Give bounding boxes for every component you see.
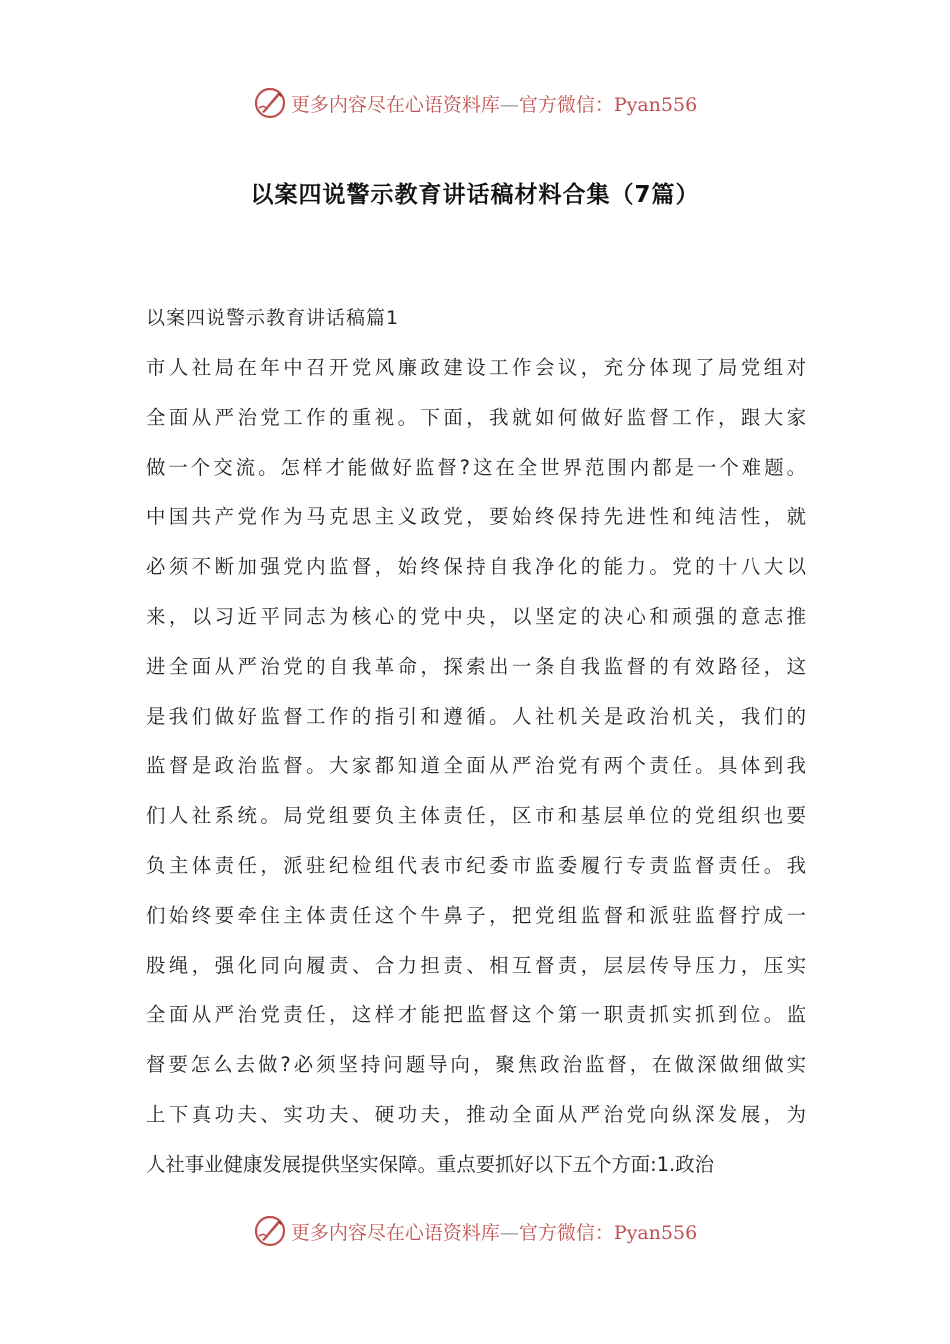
body-line: 督要怎么去做?必须坚持问题导向，聚焦政治监督，在做深做细做实 — [146, 1053, 806, 1077]
body-line: 们人社系统。局党组要负主体责任，区市和基层单位的党组织也要 — [146, 804, 806, 828]
document-title: 以案四说警示教育讲话稿材料合集（7篇） — [250, 182, 700, 208]
footer-watermark-banner — [0, 1211, 950, 1251]
body-line: 必须不断加强党内监督，始终保持自我净化的能力。党的十八大以 — [146, 555, 806, 579]
body-line: 上下真功夫、实功夫、硬功夫，推动全面从严治党向纵深发展，为 — [146, 1102, 806, 1126]
body-line: 全面从严治党工作的重视。下面，我就如何做好监督工作，跟大家 — [146, 405, 806, 429]
body-line: 们始终要牵住主体责任这个牛鼻子，把党组监督和派驻监督拧成一 — [146, 903, 806, 927]
body-line: 监督是政治监督。大家都知道全面从严治党有两个责任。具体到我 — [146, 754, 806, 778]
watermark-text: 更多内容尽在心语资料库—官方微信：Pyan556 — [290, 93, 698, 116]
body-paragraph — [146, 348, 806, 1195]
body-line: 负主体责任，派驻纪检组代表市纪委市监委履行专责监督责任。我 — [146, 853, 806, 877]
section-heading: 以案四说警示教育讲话稿篇1 — [146, 307, 400, 329]
body-line: 人社事业健康发展提供坚实保障。重点要抓好以下五个方面:1.政治 — [146, 1152, 714, 1176]
watermark-text: 更多内容尽在心语资料库—官方微信：Pyan556 — [290, 1221, 698, 1244]
body-line: 股绳，强化同向履责、合力担责、相互督责，层层传导压力，压实 — [146, 953, 806, 977]
body-line: 是我们做好监督工作的指引和遵循。人社机关是政治机关，我们的 — [146, 704, 806, 728]
header-watermark-banner — [0, 83, 950, 123]
body-line: 来，以习近平同志为核心的党中央，以坚定的决心和顽强的意志推 — [146, 604, 806, 628]
body-line: 进全面从严治党的自我革命，探索出一条自我监督的有效路径，这 — [146, 654, 806, 678]
body-line: 中国共产党作为马克思主义政党，要始终保持先进性和纯洁性，就 — [146, 505, 806, 529]
body-line: 市人社局在年中召开党风廉政建设工作会议，充分体现了局党组对 — [146, 356, 806, 379]
quill-pen-logo-icon — [253, 86, 287, 120]
body-line: 做一个交流。怎样才能做好监督?这在全世界范围内都是一个难题。 — [146, 455, 806, 479]
body-line: 全面从严治党责任，这样才能把监督这个第一职责抓实抓到位。监 — [146, 1003, 806, 1027]
quill-pen-logo-icon — [253, 1214, 287, 1248]
